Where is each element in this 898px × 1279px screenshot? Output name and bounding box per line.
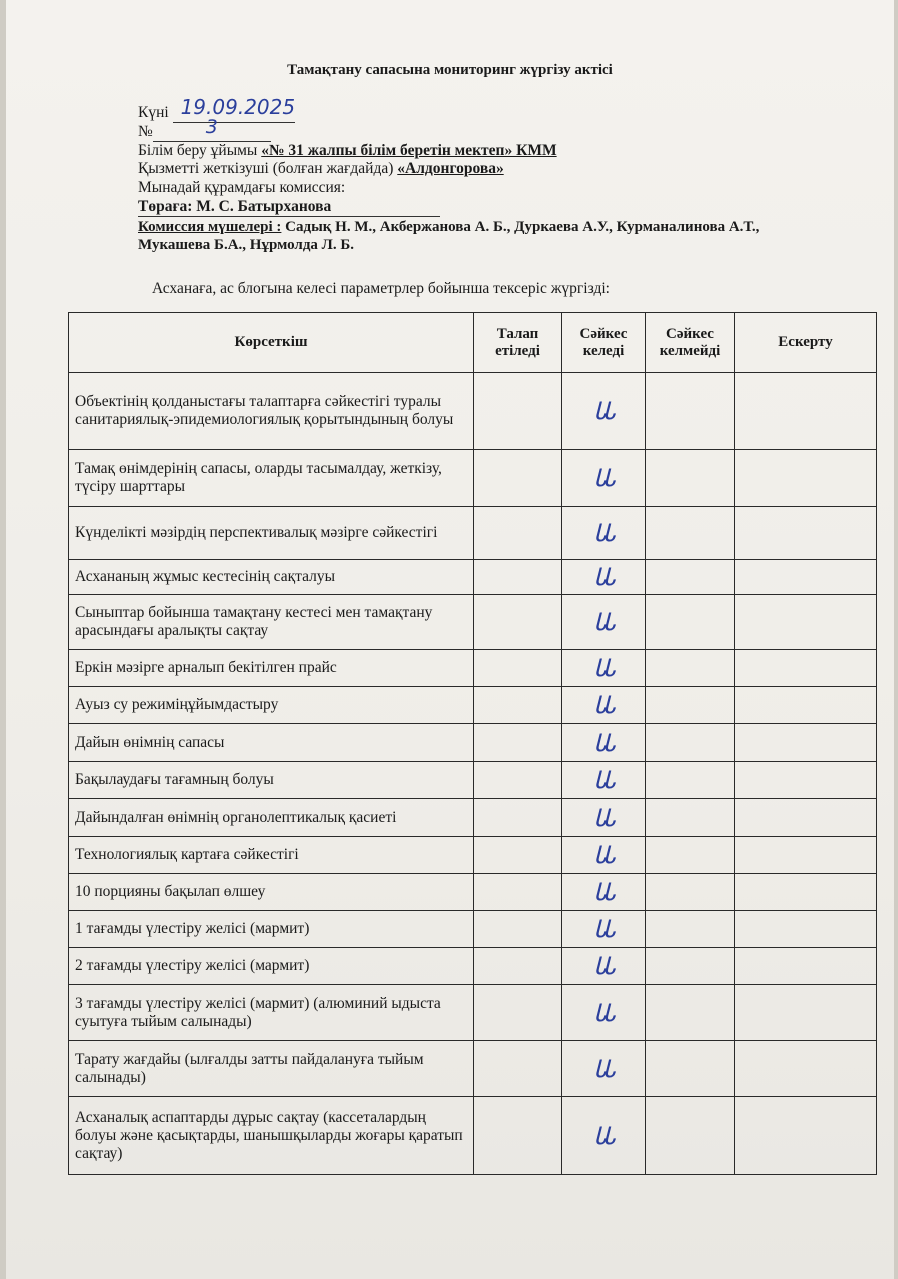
required-cell (474, 985, 562, 1041)
provider-value: «Алдонгорова» (397, 160, 504, 177)
signature-mark: ᏓᏓ (594, 563, 613, 591)
number-value: 3 (205, 116, 218, 138)
members-line (138, 218, 759, 236)
required-cell (474, 1041, 562, 1097)
compliant-cell (562, 560, 646, 595)
remark-cell (735, 373, 877, 450)
chair-line (138, 198, 440, 217)
members-list-1: Садық Н. М., Акбержанова А. Б., Дуркаева А.У., Курманалинова А.Т., (285, 219, 760, 235)
signature-mark: ᏓᏓ (594, 464, 613, 492)
indicator-cell: 1 тағамды үлестіру желісі (мармит) (69, 911, 474, 948)
required-cell (474, 595, 562, 650)
number-line (138, 116, 271, 142)
document-sheet (6, 0, 894, 1279)
header-indicator: Көрсеткіш (69, 313, 474, 373)
indicator-cell: Асханалық аспаптарды дұрыс сақтау (кассеталардың болуы және қасықтарды, шанышқыларды жоғары қаратып сақтау) (69, 1097, 474, 1175)
compliant-cell (562, 948, 646, 985)
remark-cell (735, 507, 877, 560)
required-cell (474, 837, 562, 874)
indicator-cell: Ауыз су режиміңұйымдастыру (69, 687, 474, 724)
indicator-cell: Асхананың жұмыс кестесінің сақталуы (69, 560, 474, 595)
required-cell (474, 874, 562, 911)
table-row (69, 1097, 877, 1175)
table-row (69, 837, 877, 874)
indicator-cell: 10 порцияны бақылап өлшеу (69, 874, 474, 911)
compliant-cell (562, 911, 646, 948)
table-row (69, 687, 877, 724)
signature-mark: ᏓᏓ (594, 1054, 613, 1083)
remark-cell (735, 1041, 877, 1097)
signature-mark: ᏓᏓ (594, 841, 613, 869)
table-row (69, 595, 877, 650)
remark-cell (735, 595, 877, 650)
page-title: Тамақтану сапасына мониторинг жүргізу актісі (287, 62, 613, 78)
remark-cell (735, 837, 877, 874)
required-cell (474, 799, 562, 837)
table-row (69, 948, 877, 985)
indicator-cell: Сыныптар бойынша тамақтану кестесі мен тамақтану арасындағы аралықты сақтау (69, 595, 474, 650)
provider-line (138, 160, 504, 178)
indicator-cell: Еркін мәзірге арналып бекітілген прайс (69, 650, 474, 687)
compliant-cell (562, 1097, 646, 1175)
required-cell (474, 948, 562, 985)
members-list-2: Мукашева Б.А., Нұрмолда Л. Б. (138, 237, 354, 253)
table-row (69, 373, 877, 450)
required-cell (474, 373, 562, 450)
noncompliant-cell (646, 507, 735, 560)
inspection-table (68, 312, 877, 1175)
compliant-cell (562, 874, 646, 911)
compliant-cell (562, 650, 646, 687)
header-noncompliant: Сәйкес келмейді (646, 313, 735, 373)
compliant-cell (562, 373, 646, 450)
table-row (69, 874, 877, 911)
indicator-cell: Технологиялық картаға сәйкестігі (69, 837, 474, 874)
compliant-cell (562, 837, 646, 874)
signature-mark: ᏓᏓ (594, 608, 613, 636)
inspection-intro: Асханаға, ас блогына келесі параметрлер бойынша тексеріс жүргізді: (152, 280, 610, 297)
compliant-cell (562, 799, 646, 837)
signature-mark: ᏓᏓ (594, 766, 613, 794)
remark-cell (735, 450, 877, 507)
table-row (69, 1041, 877, 1097)
noncompliant-cell (646, 687, 735, 724)
provider-label: Қызметті жеткізуші (болған жағдайда) (138, 160, 394, 177)
signature-mark: ᏓᏓ (594, 397, 613, 425)
indicator-cell: 3 тағамды үлестіру желісі (мармит) (алюминий ыдыста суытуға тыйым салынады) (69, 985, 474, 1041)
noncompliant-cell (646, 650, 735, 687)
remark-cell (735, 911, 877, 948)
noncompliant-cell (646, 1097, 735, 1175)
indicator-cell: Объектінің қолданыстағы талаптарға сәйкестігі туралы санитариялық-эпидемиологиялық қорытындының болуы (69, 373, 474, 450)
indicator-cell: Дайындалған өнімнің органолептикалық қасиеті (69, 799, 474, 837)
signature-mark: ᏓᏓ (594, 952, 613, 980)
signature-mark: ᏓᏓ (594, 519, 613, 547)
compliant-cell (562, 762, 646, 799)
date-label: Күні (138, 104, 169, 121)
members-label: Комиссия мүшелері : (138, 219, 282, 235)
compliant-cell (562, 724, 646, 762)
required-cell (474, 450, 562, 507)
remark-cell (735, 1097, 877, 1175)
remark-cell (735, 724, 877, 762)
noncompliant-cell (646, 724, 735, 762)
required-cell (474, 724, 562, 762)
indicator-cell: Тамақ өнімдерінің сапасы, оларды тасымалдау, жеткізу, түсіру шарттары (69, 450, 474, 507)
required-cell (474, 687, 562, 724)
noncompliant-cell (646, 799, 735, 837)
table-row (69, 724, 877, 762)
noncompliant-cell (646, 874, 735, 911)
required-cell (474, 911, 562, 948)
noncompliant-cell (646, 595, 735, 650)
noncompliant-cell (646, 762, 735, 799)
required-cell (474, 762, 562, 799)
indicator-cell: 2 тағамды үлестіру желісі (мармит) (69, 948, 474, 985)
noncompliant-cell (646, 911, 735, 948)
number-field (153, 116, 271, 142)
remark-cell (735, 799, 877, 837)
remark-cell (735, 985, 877, 1041)
signature-mark: ᏓᏓ (594, 998, 613, 1027)
signature-mark: ᏓᏓ (594, 1121, 613, 1150)
compliant-cell (562, 687, 646, 724)
signature-mark: ᏓᏓ (594, 915, 613, 943)
indicator-cell: Тарату жағдайы (ылғалды затты пайдалануға тыйым салынады) (69, 1041, 474, 1097)
indicator-cell: Бақылаудағы тағамның болуы (69, 762, 474, 799)
signature-mark: ᏓᏓ (594, 728, 613, 757)
required-cell (474, 650, 562, 687)
header-remark: Ескерту (735, 313, 877, 373)
header-compliant: Сәйкес келеді (562, 313, 646, 373)
chair-name: Төраға: М. С. Батырханова (138, 198, 440, 217)
date-value: 19.09.2025 (180, 95, 296, 119)
remark-cell (735, 762, 877, 799)
table-row (69, 560, 877, 595)
organization-line (138, 142, 557, 160)
date-field (173, 95, 296, 123)
noncompliant-cell (646, 837, 735, 874)
table-header-row (69, 313, 877, 373)
table-row (69, 911, 877, 948)
remark-cell (735, 948, 877, 985)
compliant-cell (562, 507, 646, 560)
noncompliant-cell (646, 373, 735, 450)
org-value: «№ 31 жалпы білім беретін мектеп» КММ (261, 142, 557, 159)
required-cell (474, 560, 562, 595)
header-required: Талап етіледі (474, 313, 562, 373)
required-cell (474, 1097, 562, 1175)
remark-cell (735, 560, 877, 595)
remark-cell (735, 687, 877, 724)
table-row (69, 507, 877, 560)
number-label: № (138, 123, 153, 140)
compliant-cell (562, 595, 646, 650)
table-row (69, 450, 877, 507)
table-row (69, 762, 877, 799)
remark-cell (735, 650, 877, 687)
table-row (69, 650, 877, 687)
required-cell (474, 507, 562, 560)
noncompliant-cell (646, 560, 735, 595)
signature-mark: ᏓᏓ (594, 654, 613, 682)
table-row (69, 985, 877, 1041)
org-label: Білім беру ұйымы (138, 142, 258, 159)
noncompliant-cell (646, 985, 735, 1041)
table-row (69, 799, 877, 837)
indicator-cell: Дайын өнімнің сапасы (69, 724, 474, 762)
commission-intro: Мынадай құрамдағы комиссия: (138, 179, 346, 196)
noncompliant-cell (646, 450, 735, 507)
compliant-cell (562, 1041, 646, 1097)
compliant-cell (562, 985, 646, 1041)
remark-cell (735, 874, 877, 911)
compliant-cell (562, 450, 646, 507)
signature-mark: ᏓᏓ (594, 878, 613, 906)
noncompliant-cell (646, 948, 735, 985)
signature-mark: ᏓᏓ (594, 803, 613, 832)
signature-mark: ᏓᏓ (594, 691, 613, 719)
indicator-cell: Күнделікті мәзірдің перспективалық мәзірге сәйкестігі (69, 507, 474, 560)
noncompliant-cell (646, 1041, 735, 1097)
